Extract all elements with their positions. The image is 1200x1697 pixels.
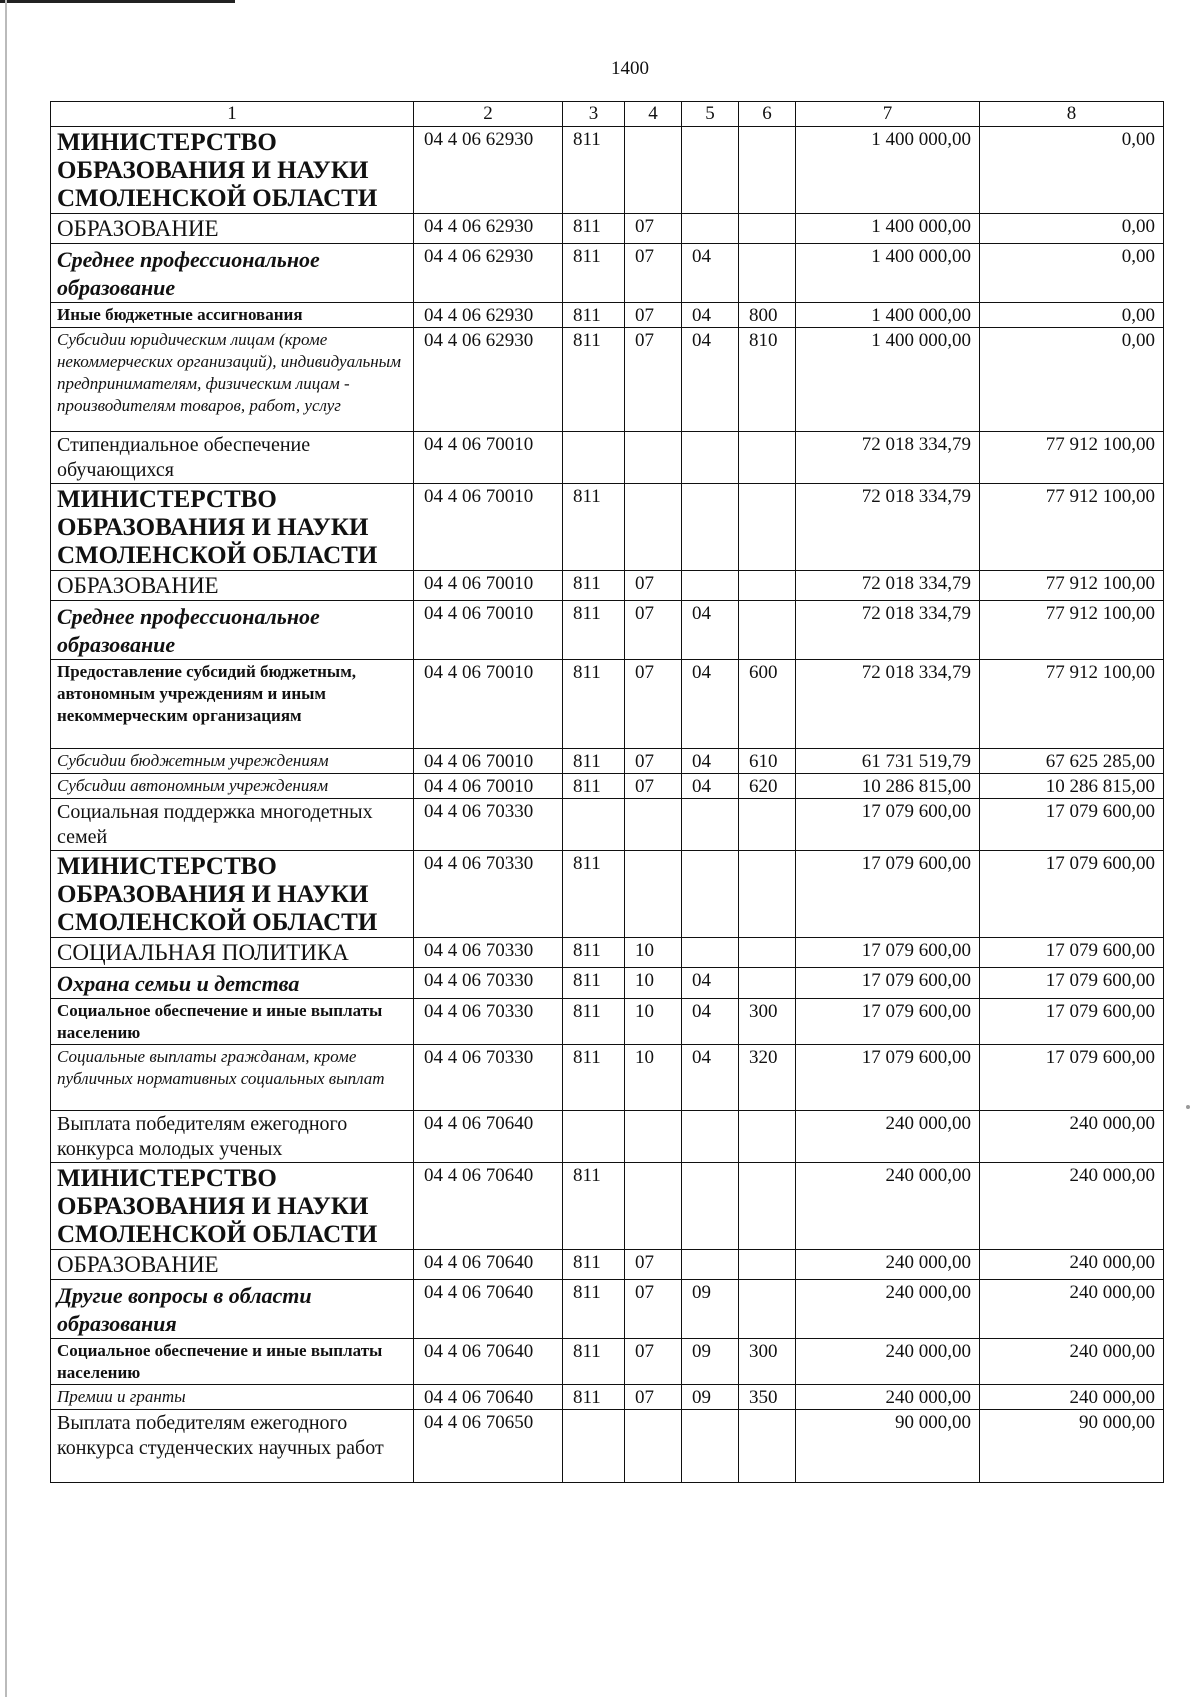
sum-year1-cell: 72 018 334,79 — [796, 484, 980, 571]
sum-year1-cell: 1 400 000,00 — [796, 303, 980, 328]
sum-year2-cell: 240 000,00 — [980, 1163, 1164, 1250]
target-code-cell: 04 4 06 70010 — [414, 749, 563, 774]
expense-type-code-cell — [739, 1410, 796, 1483]
table-row — [51, 1163, 1164, 1250]
sum-year1-cell: 17 079 600,00 — [796, 968, 980, 999]
sum-year2-cell: 240 000,00 — [980, 1385, 1164, 1410]
target-code-cell: 04 4 06 62930 — [414, 127, 563, 214]
target-code-cell: 04 4 06 62930 — [414, 328, 563, 432]
expense-type-code-cell: 350 — [739, 1385, 796, 1410]
sum-year1-cell: 1 400 000,00 — [796, 328, 980, 432]
section-code-cell: 10 — [625, 999, 682, 1045]
row-name-cell: ОБРАЗОВАНИЕ — [51, 214, 414, 244]
table-row — [51, 484, 1164, 571]
expense-type-code-cell: 810 — [739, 328, 796, 432]
expense-type-code-cell — [739, 1163, 796, 1250]
row-name-cell: Социальное обеспечение и иные выплаты населению — [51, 1339, 414, 1385]
row-name-cell: Предоставление субсидий бюджетным, автономным учреждениям и иным некоммерческим организациям — [51, 660, 414, 749]
sum-year2-cell: 17 079 600,00 — [980, 938, 1164, 968]
table-body — [51, 127, 1164, 1483]
sum-year2-cell: 17 079 600,00 — [980, 968, 1164, 999]
col-header-grbs: 3 — [563, 102, 625, 127]
target-code-cell: 04 4 06 70640 — [414, 1385, 563, 1410]
expense-type-code-cell: 600 — [739, 660, 796, 749]
grbs-code-cell: 811 — [563, 484, 625, 571]
target-code-cell: 04 4 06 70330 — [414, 799, 563, 851]
grbs-code-cell: 811 — [563, 749, 625, 774]
expense-type-code-cell — [739, 214, 796, 244]
subsection-code-cell: 04 — [682, 244, 739, 303]
grbs-code-cell — [563, 432, 625, 484]
budget-table — [50, 101, 1164, 1483]
expense-type-code-cell: 320 — [739, 1045, 796, 1111]
subsection-code-cell — [682, 1410, 739, 1483]
section-code-cell: 07 — [625, 328, 682, 432]
section-code-cell: 10 — [625, 938, 682, 968]
target-code-cell: 04 4 06 70330 — [414, 1045, 563, 1111]
sum-year1-cell: 72 018 334,79 — [796, 660, 980, 749]
expense-type-code-cell — [739, 799, 796, 851]
section-code-cell: 07 — [625, 1385, 682, 1410]
sum-year2-cell: 77 912 100,00 — [980, 432, 1164, 484]
row-name-cell: МИНИСТЕРСТВО ОБРАЗОВАНИЯ И НАУКИ СМОЛЕНСКОЙ ОБЛАСТИ — [51, 1163, 414, 1250]
grbs-code-cell: 811 — [563, 999, 625, 1045]
sum-year1-cell: 240 000,00 — [796, 1163, 980, 1250]
row-name-cell: Субсидии автономным учреждениям — [51, 774, 414, 799]
target-code-cell: 04 4 06 62930 — [414, 244, 563, 303]
table-row — [51, 1250, 1164, 1280]
sum-year1-cell: 61 731 519,79 — [796, 749, 980, 774]
row-name-cell: СОЦИАЛЬНАЯ ПОЛИТИКА — [51, 938, 414, 968]
expense-type-code-cell — [739, 1111, 796, 1163]
sum-year2-cell: 17 079 600,00 — [980, 851, 1164, 938]
section-code-cell: 10 — [625, 1045, 682, 1111]
col-header-target-code: 2 — [414, 102, 563, 127]
grbs-code-cell: 811 — [563, 601, 625, 660]
header-row — [51, 102, 1164, 127]
top-rule — [0, 0, 235, 3]
sum-year1-cell: 240 000,00 — [796, 1250, 980, 1280]
grbs-code-cell: 811 — [563, 1280, 625, 1339]
subsection-code-cell — [682, 432, 739, 484]
row-name-cell: Охрана семьи и детства — [51, 968, 414, 999]
target-code-cell: 04 4 06 70010 — [414, 571, 563, 601]
sum-year2-cell: 0,00 — [980, 127, 1164, 214]
table-row — [51, 999, 1164, 1045]
target-code-cell: 04 4 06 62930 — [414, 303, 563, 328]
target-code-cell: 04 4 06 70010 — [414, 484, 563, 571]
table-row — [51, 303, 1164, 328]
grbs-code-cell — [563, 1111, 625, 1163]
sum-year1-cell: 17 079 600,00 — [796, 851, 980, 938]
sum-year1-cell: 72 018 334,79 — [796, 571, 980, 601]
sum-year1-cell: 17 079 600,00 — [796, 799, 980, 851]
table-row — [51, 601, 1164, 660]
row-name-cell: Стипендиальное обеспечение обучающихся — [51, 432, 414, 484]
subsection-code-cell — [682, 851, 739, 938]
section-code-cell — [625, 1410, 682, 1483]
target-code-cell: 04 4 06 70330 — [414, 938, 563, 968]
target-code-cell: 04 4 06 70640 — [414, 1250, 563, 1280]
grbs-code-cell: 811 — [563, 1045, 625, 1111]
target-code-cell: 04 4 06 70640 — [414, 1280, 563, 1339]
subsection-code-cell — [682, 214, 739, 244]
target-code-cell: 04 4 06 62930 — [414, 214, 563, 244]
section-code-cell — [625, 432, 682, 484]
section-code-cell — [625, 851, 682, 938]
expense-type-code-cell — [739, 571, 796, 601]
sum-year1-cell: 72 018 334,79 — [796, 601, 980, 660]
row-name-cell: Выплата победителям ежегодного конкурса студенческих научных работ — [51, 1410, 414, 1483]
row-name-cell: ОБРАЗОВАНИЕ — [51, 571, 414, 601]
table-row — [51, 244, 1164, 303]
grbs-code-cell: 811 — [563, 774, 625, 799]
section-code-cell: 07 — [625, 1280, 682, 1339]
row-name-cell: Иные бюджетные ассигнования — [51, 303, 414, 328]
grbs-code-cell: 811 — [563, 660, 625, 749]
target-code-cell: 04 4 06 70010 — [414, 660, 563, 749]
sum-year1-cell: 1 400 000,00 — [796, 127, 980, 214]
section-code-cell: 07 — [625, 601, 682, 660]
table-row — [51, 1045, 1164, 1111]
grbs-code-cell: 811 — [563, 968, 625, 999]
row-name-cell: Среднее профессиональное образование — [51, 244, 414, 303]
section-code-cell: 07 — [625, 749, 682, 774]
target-code-cell: 04 4 06 70330 — [414, 968, 563, 999]
sum-year1-cell: 17 079 600,00 — [796, 938, 980, 968]
row-name-cell: Социальное обеспечение и иные выплаты населению — [51, 999, 414, 1045]
expense-type-code-cell — [739, 851, 796, 938]
grbs-code-cell: 811 — [563, 127, 625, 214]
sum-year2-cell: 17 079 600,00 — [980, 1045, 1164, 1111]
subsection-code-cell: 04 — [682, 774, 739, 799]
expense-type-code-cell: 620 — [739, 774, 796, 799]
table-row — [51, 774, 1164, 799]
table-row — [51, 214, 1164, 244]
grbs-code-cell: 811 — [563, 938, 625, 968]
sum-year2-cell: 67 625 285,00 — [980, 749, 1164, 774]
target-code-cell: 04 4 06 70330 — [414, 999, 563, 1045]
row-name-cell: Другие вопросы в области образования — [51, 1280, 414, 1339]
table-row — [51, 660, 1164, 749]
subsection-code-cell — [682, 799, 739, 851]
row-name-cell: Субсидии бюджетным учреждениям — [51, 749, 414, 774]
section-code-cell — [625, 484, 682, 571]
sum-year1-cell: 1 400 000,00 — [796, 214, 980, 244]
expense-type-code-cell — [739, 1280, 796, 1339]
col-header-name: 1 — [51, 102, 414, 127]
sum-year2-cell: 77 912 100,00 — [980, 484, 1164, 571]
table-row — [51, 938, 1164, 968]
section-code-cell — [625, 1163, 682, 1250]
expense-type-code-cell — [739, 968, 796, 999]
table-row — [51, 432, 1164, 484]
section-code-cell: 07 — [625, 1339, 682, 1385]
section-code-cell — [625, 1111, 682, 1163]
col-header-sum-year1: 7 — [796, 102, 980, 127]
col-header-subsection: 5 — [682, 102, 739, 127]
expense-type-code-cell: 610 — [739, 749, 796, 774]
subsection-code-cell: 04 — [682, 660, 739, 749]
subsection-code-cell: 04 — [682, 1045, 739, 1111]
expense-type-code-cell: 800 — [739, 303, 796, 328]
target-code-cell: 04 4 06 70010 — [414, 774, 563, 799]
section-code-cell — [625, 127, 682, 214]
row-name-cell: Социальная поддержка многодетных семей — [51, 799, 414, 851]
target-code-cell: 04 4 06 70640 — [414, 1339, 563, 1385]
sum-year2-cell: 17 079 600,00 — [980, 799, 1164, 851]
grbs-code-cell: 811 — [563, 244, 625, 303]
table-row — [51, 1280, 1164, 1339]
sum-year1-cell: 1 400 000,00 — [796, 244, 980, 303]
grbs-code-cell: 811 — [563, 1339, 625, 1385]
sum-year2-cell: 0,00 — [980, 214, 1164, 244]
sum-year1-cell: 72 018 334,79 — [796, 432, 980, 484]
budget-table-container — [50, 101, 1163, 1483]
grbs-code-cell: 811 — [563, 1385, 625, 1410]
sum-year2-cell: 90 000,00 — [980, 1410, 1164, 1483]
subsection-code-cell: 04 — [682, 601, 739, 660]
scan-dot — [1186, 1105, 1190, 1109]
sum-year1-cell: 240 000,00 — [796, 1280, 980, 1339]
expense-type-code-cell: 300 — [739, 999, 796, 1045]
sum-year1-cell: 17 079 600,00 — [796, 1045, 980, 1111]
section-code-cell: 07 — [625, 244, 682, 303]
grbs-code-cell: 811 — [563, 328, 625, 432]
section-code-cell — [625, 799, 682, 851]
subsection-code-cell — [682, 127, 739, 214]
target-code-cell: 04 4 06 70330 — [414, 851, 563, 938]
section-code-cell: 07 — [625, 774, 682, 799]
expense-type-code-cell — [739, 127, 796, 214]
table-row — [51, 1410, 1164, 1483]
table-row — [51, 749, 1164, 774]
target-code-cell: 04 4 06 70650 — [414, 1410, 563, 1483]
section-code-cell: 10 — [625, 968, 682, 999]
grbs-code-cell — [563, 1410, 625, 1483]
table-row — [51, 127, 1164, 214]
subsection-code-cell — [682, 1111, 739, 1163]
sum-year1-cell: 240 000,00 — [796, 1385, 980, 1410]
target-code-cell: 04 4 06 70010 — [414, 432, 563, 484]
grbs-code-cell — [563, 799, 625, 851]
subsection-code-cell — [682, 1163, 739, 1250]
sum-year2-cell: 0,00 — [980, 244, 1164, 303]
subsection-code-cell — [682, 938, 739, 968]
sum-year2-cell: 240 000,00 — [980, 1111, 1164, 1163]
row-name-cell: МИНИСТЕРСТВО ОБРАЗОВАНИЯ И НАУКИ СМОЛЕНСКОЙ ОБЛАСТИ — [51, 127, 414, 214]
section-code-cell: 07 — [625, 660, 682, 749]
row-name-cell: Премии и гранты — [51, 1385, 414, 1410]
col-header-expense-type: 6 — [739, 102, 796, 127]
sum-year2-cell: 77 912 100,00 — [980, 571, 1164, 601]
sum-year2-cell: 17 079 600,00 — [980, 999, 1164, 1045]
sum-year2-cell: 240 000,00 — [980, 1339, 1164, 1385]
section-code-cell: 07 — [625, 1250, 682, 1280]
expense-type-code-cell — [739, 1250, 796, 1280]
section-code-cell: 07 — [625, 214, 682, 244]
sum-year1-cell: 90 000,00 — [796, 1410, 980, 1483]
target-code-cell: 04 4 06 70640 — [414, 1111, 563, 1163]
table-row — [51, 328, 1164, 432]
subsection-code-cell: 09 — [682, 1280, 739, 1339]
row-name-cell: ОБРАЗОВАНИЕ — [51, 1250, 414, 1280]
subsection-code-cell: 04 — [682, 303, 739, 328]
table-row — [51, 571, 1164, 601]
subsection-code-cell: 04 — [682, 999, 739, 1045]
expense-type-code-cell — [739, 484, 796, 571]
sum-year2-cell: 10 286 815,00 — [980, 774, 1164, 799]
col-header-sum-year2: 8 — [980, 102, 1164, 127]
expense-type-code-cell — [739, 244, 796, 303]
row-name-cell: Выплата победителям ежегодного конкурса молодых ученых — [51, 1111, 414, 1163]
grbs-code-cell: 811 — [563, 571, 625, 601]
target-code-cell: 04 4 06 70640 — [414, 1163, 563, 1250]
row-name-cell: МИНИСТЕРСТВО ОБРАЗОВАНИЯ И НАУКИ СМОЛЕНСКОЙ ОБЛАСТИ — [51, 484, 414, 571]
sum-year1-cell: 240 000,00 — [796, 1339, 980, 1385]
expense-type-code-cell — [739, 601, 796, 660]
grbs-code-cell: 811 — [563, 851, 625, 938]
sum-year2-cell: 240 000,00 — [980, 1250, 1164, 1280]
table-row — [51, 799, 1164, 851]
table-row — [51, 851, 1164, 938]
subsection-code-cell: 04 — [682, 968, 739, 999]
sum-year2-cell: 240 000,00 — [980, 1280, 1164, 1339]
subsection-code-cell: 09 — [682, 1339, 739, 1385]
sum-year1-cell: 10 286 815,00 — [796, 774, 980, 799]
col-header-section: 4 — [625, 102, 682, 127]
table-row — [51, 1339, 1164, 1385]
subsection-code-cell — [682, 484, 739, 571]
subsection-code-cell: 04 — [682, 328, 739, 432]
sum-year2-cell: 0,00 — [980, 303, 1164, 328]
sum-year2-cell: 77 912 100,00 — [980, 601, 1164, 660]
row-name-cell: МИНИСТЕРСТВО ОБРАЗОВАНИЯ И НАУКИ СМОЛЕНСКОЙ ОБЛАСТИ — [51, 851, 414, 938]
subsection-code-cell — [682, 1250, 739, 1280]
row-name-cell: Среднее профессиональное образование — [51, 601, 414, 660]
table-row — [51, 968, 1164, 999]
table-row — [51, 1385, 1164, 1410]
grbs-code-cell: 811 — [563, 1163, 625, 1250]
section-code-cell: 07 — [625, 571, 682, 601]
expense-type-code-cell — [739, 938, 796, 968]
target-code-cell: 04 4 06 70010 — [414, 601, 563, 660]
row-name-cell: Субсидии юридическим лицам (кроме некоммерческих организаций), индивидуальным предпринимателям, физическим лицам - производителям товаров, работ, услуг — [51, 328, 414, 432]
subsection-code-cell: 09 — [682, 1385, 739, 1410]
grbs-code-cell: 811 — [563, 214, 625, 244]
table-row — [51, 1111, 1164, 1163]
sum-year2-cell: 0,00 — [980, 328, 1164, 432]
section-code-cell: 07 — [625, 303, 682, 328]
sum-year2-cell: 77 912 100,00 — [980, 660, 1164, 749]
sum-year1-cell: 17 079 600,00 — [796, 999, 980, 1045]
sum-year1-cell: 240 000,00 — [796, 1111, 980, 1163]
left-scan-edge — [5, 0, 7, 1697]
row-name-cell: Социальные выплаты гражданам, кроме публичных нормативных социальных выплат — [51, 1045, 414, 1111]
subsection-code-cell — [682, 571, 739, 601]
expense-type-code-cell: 300 — [739, 1339, 796, 1385]
expense-type-code-cell — [739, 432, 796, 484]
subsection-code-cell: 04 — [682, 749, 739, 774]
grbs-code-cell: 811 — [563, 303, 625, 328]
grbs-code-cell: 811 — [563, 1250, 625, 1280]
page-number: 1400 — [611, 58, 649, 79]
